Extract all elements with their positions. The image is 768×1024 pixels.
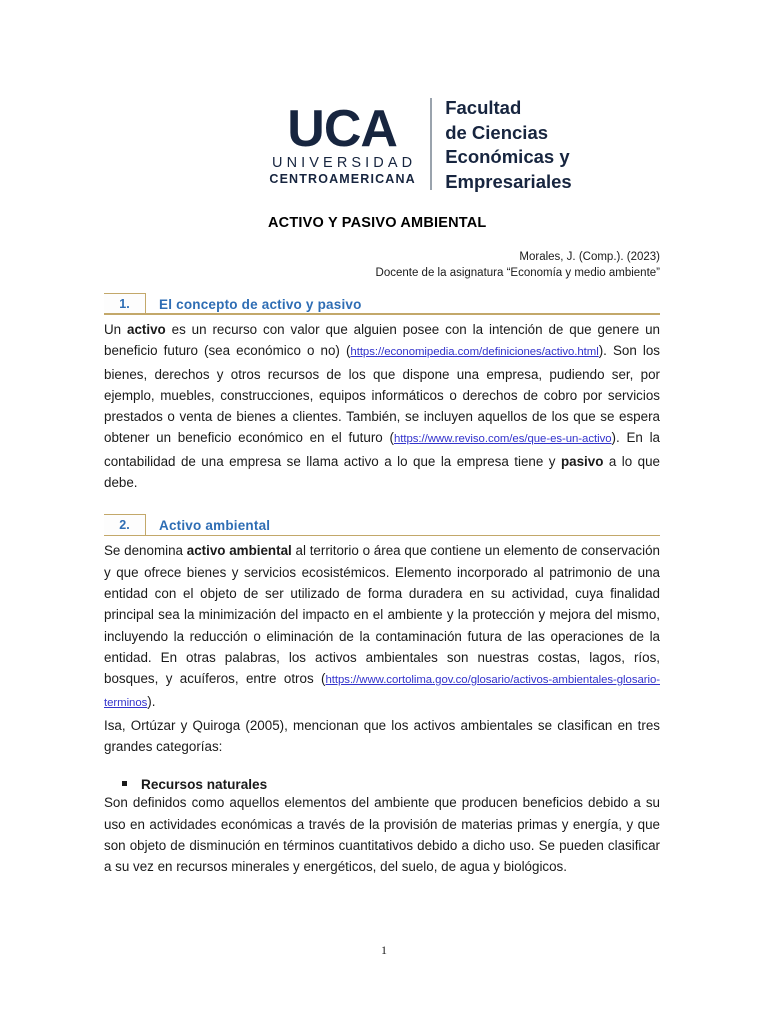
document-title: ACTIVO Y PASIVO AMBIENTAL — [268, 215, 487, 231]
list-item-label: Recursos naturales — [141, 777, 268, 793]
text-run: Un — [104, 322, 128, 337]
bold-activo-ambiental: activo ambiental — [186, 543, 292, 559]
link-reviso[interactable]: https://www.reviso.com/es/que-es-un-activo — [393, 433, 612, 446]
text-run: ). Son los bienes, derechos y otros recursos de los que dispone una empresa, pudiendo ser, por ejemplo, muebles, construcciones, equipos informáticos o derechos de cobro por servicios prestados o venta de bienes a clientes. También, se incluyen aquellos de los que se espera obtener un beneficio económico en el futuro ( — [104, 343, 660, 446]
text-run: al territorio o área que contiene un elemento de conservación y que ofrece bienes y servicios ecosistémicos. Elemento incorporado al patrimonio de una entidad con el objeto de ser utilizado de forma duradera en su actividad, cuya finalidad principal sea la minimización del impacto en el ambiente y la protección y mejora del mismo, incluyendo la reducción o eliminación de la contaminación futura de las operaciones de la entidad. En otras palabras, los activos ambientales son nuestras costas, lagos, ríos, bosques, y acuíferos, entre otros ( — [104, 543, 660, 687]
page-number: 1 — [381, 943, 387, 957]
text-run: es un recurso con valor que alguien posee con la intención de que genere un beneficio futuro (sea económico o no) ( — [104, 322, 661, 359]
logo-centroamericana-label: CENTROAMERICANA — [269, 171, 416, 186]
text-run: ). En la contabilidad de una empresa se llama activo a lo que la empresa tiene y — [104, 430, 660, 469]
text-run: Se denomina — [104, 543, 187, 559]
logo-acronym: UCA — [287, 99, 397, 158]
bold-activo: activo — [127, 322, 166, 337]
uca-logo — [268, 96, 572, 194]
text-run: a lo que debe. — [104, 453, 660, 491]
faculty-line-1: Facultad — [445, 97, 522, 118]
faculty-line-2: de Ciencias — [445, 121, 549, 143]
bold-pasivo: pasivo — [560, 453, 604, 469]
section-heading-2 — [104, 511, 660, 536]
logo-wordmark — [268, 99, 430, 187]
byline-role: Docente de la asignatura “Economía y medio ambiente” — [375, 267, 660, 279]
section-title-2: Activo ambiental — [159, 518, 271, 534]
section-title-1: El concepto de activo y pasivo — [159, 297, 362, 312]
section-number-2: 2. — [104, 514, 146, 536]
faculty-line-3: Económicas y — [445, 146, 570, 167]
byline-author: Morales, J. (Comp.). (2023) — [519, 251, 660, 263]
faculty-name — [432, 96, 572, 194]
link-cortolima[interactable]: https://www.cortolima.gov.co/glosario/activos-ambientales-glosario-terminos — [104, 674, 660, 710]
text-run: ). — [147, 694, 156, 710]
section-spacer — [104, 493, 660, 511]
square-bullet-icon — [122, 781, 127, 786]
paragraph-isa-ortuzar-quiroga: Isa, Ortúzar y Quiroga (2005), mencionan que los activos ambientales se clasifican en tres grandes categorías: — [104, 717, 660, 755]
section-number-1: 1. — [104, 293, 146, 315]
link-economipedia[interactable]: https://economipedia.com/definiciones/activo.html — [350, 346, 599, 359]
byline — [376, 249, 660, 281]
paragraph-activo-definition — [104, 319, 660, 493]
list-item-recursos-naturales — [104, 777, 660, 792]
logo-universidad-label: UNIVERSIDAD — [272, 154, 417, 171]
paragraph-activo-ambiental — [104, 540, 660, 714]
section-heading-1 — [104, 290, 660, 315]
section-rule-2 — [104, 535, 660, 537]
document-body — [104, 290, 660, 878]
paragraph-recursos-naturales-definition: Son definidos como aquellos elementos del ambiente que producen beneficios debido a su uso en actividades económicas a través de la provisión de materias primas y energía, y que son objeto de disminución en términos cuantitativos debido a dicho uso. Se pueden clasificar a su vez en recursos minerales y energéticos, del suelo, de agua y biológicos. — [104, 795, 660, 875]
faculty-line-4: Empresariales — [445, 170, 572, 192]
section-rule-1 — [104, 313, 660, 315]
